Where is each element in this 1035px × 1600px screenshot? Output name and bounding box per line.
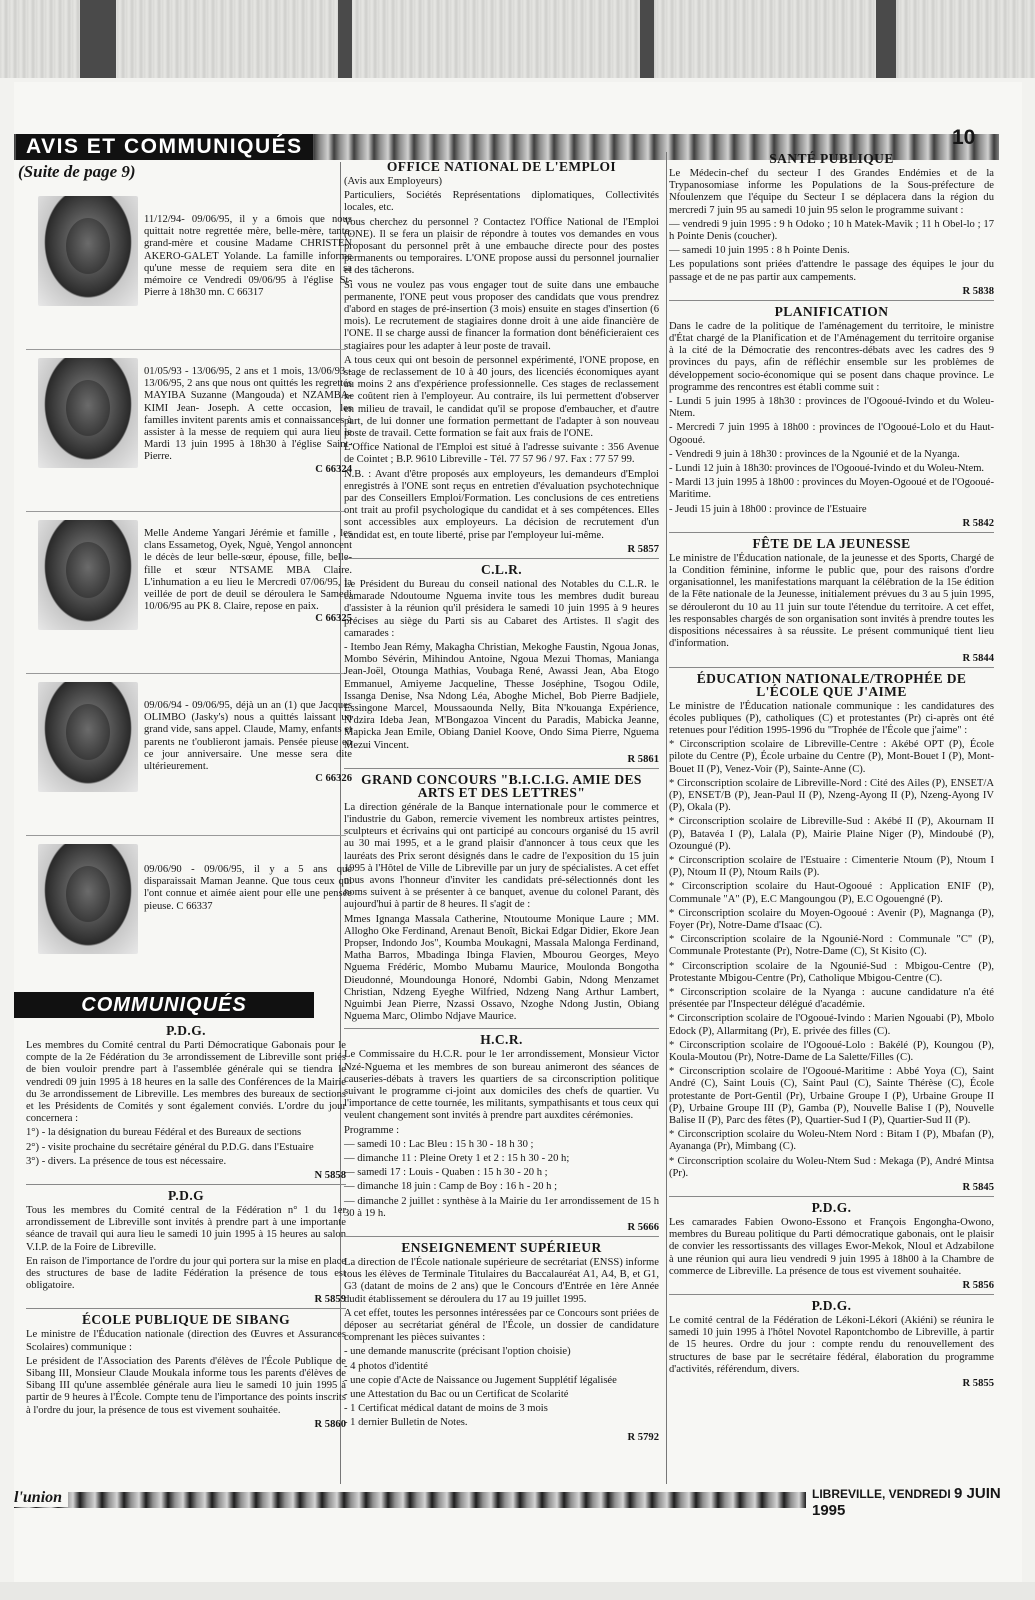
- article: [669, 1201, 994, 1295]
- scan-margin-bottom: [0, 1582, 1035, 1600]
- portrait-photo: [38, 196, 138, 306]
- page-number: 10: [952, 126, 976, 149]
- article-paragraph: - Mercredi 7 juin 1995 à 18h00 : provinces de l'Ogooué-Lolo et du Haut-Ogooué.: [669, 422, 994, 446]
- column-divider: [666, 152, 667, 1484]
- obituary-text: 01/05/93 - 13/06/95, 2 ans et 1 mois, 13/06/93 - 13/06/95, 2 ans que nous ont quittés les regrettés MAYIBA Suzanne (Mangouda) et NZAMBA-KIMI Jean- Joseph. A cette occasion, les familles invitent parents amis et connaissances à assister à la messe de requiem qui aura lieu le Mardi 13 juin 1995 à 18h30 à l'église Saint- Pierre.: [144, 366, 352, 463]
- article-paragraph: - Lundi 5 juin 1995 à 18h30 : provinces de l'Ogooué-Ivindo et du Woleu-Ntem.: [669, 396, 994, 420]
- scan-shadow: [640, 0, 654, 78]
- article-paragraph: * Circonscription scolaire de Libreville-Sud : Akébé II (P), Akournam II (P), Batavéa I (P), Lalala (P), Mairie Plaine Niger (P), Mindoubé (P), Ozoungué (P).: [669, 816, 994, 852]
- article-ref: R 5855: [962, 1378, 994, 1390]
- article-paragraph: En raison de l'importance de l'ordre du jour qui portera sur la mise en place des structures de base de ladite Fédération la présence de tous est obligatoire.: [26, 1255, 346, 1292]
- article-paragraph: Le Commissaire du H.C.R. pour le 1er arrondissement, Monsieur Victor Nzé-Nguema et les membres de son bureau animeront des séances de causeries-débats à travers les quartiers de sa circonscription politique suivant le programme ci-joint aux domiciles des chefs de quartier. Vu l'importance de cette tournée, les militants, sympathisants et tous ceux qui veulent changement sont invités à prendre part auxdites cérémonies.: [344, 1049, 659, 1122]
- article-title: ÉCOLE PUBLIQUE DE SIBANG: [81, 1312, 291, 1328]
- obituary-item: [26, 836, 352, 986]
- article-paragraph: — samedi 10 juin 1995 : 8 h Pointe Denis.: [669, 245, 850, 257]
- article: [344, 1033, 659, 1237]
- article-paragraph: * Circonscription scolaire de l'Ogooué-Ivindo : Marien Ngouabi (P), Mbolo Edock (P), Allarmitang (Pr), E. privée des filles (C).: [669, 1013, 994, 1037]
- article-paragraph: Le Président du Bureau du conseil national des Notables du C.L.R. le camarade Ndoutoume Nguema invite tous les membres dudit bureau d'assister à la réunion qu'il présidera le samedi 10 juin 1995 à 9 heures précises au siège du Parti sis au Cabaret des Artistes. Il s'agit des camarades :: [344, 578, 659, 639]
- article-ref: N 5858: [314, 1170, 346, 1182]
- article-paragraph: - Mardi 13 juin 1995 à 18h00 : provinces du Moyen-Ogooué et de l'Ogooué-Maritime.: [669, 477, 994, 501]
- article-paragraph: * Circonscription scolaire de Libreville-Centre : Akébé OPT (P), École pilote du Centre (P), École urbaine du Centre (P), Mont-Bouet I (P), Mont-Bouet II (P), Venez-Voir (P), Sainte-Anne (C).: [669, 739, 994, 775]
- article-paragraph: * Circonscription scolaire de la Ngounié-Sud : Mbigou-Centre (P), Protestante Mbigou-Centre (Pr), Catholique Mbigou-Centre (C).: [669, 960, 994, 984]
- article: [26, 1024, 346, 1185]
- article-title: FÊTE DE LA JEUNESSE: [752, 535, 911, 551]
- article: [344, 773, 659, 1030]
- obituary-ref: C 66326: [315, 773, 352, 785]
- newspaper-page: [14, 82, 1022, 1582]
- article-paragraph: L'Office National de l'Emploi est situé à l'adresse suivante : 356 Avenue de Cointet ; B.P. 9610 Libreville - Tél. 77 57 96 / 97. Fax : 77 57 99.: [344, 442, 659, 466]
- article-ref: R 5792: [627, 1431, 659, 1443]
- obituary-text: 11/12/94- 09/06/95, il y a 6mois que nous quittait notre regrettée mère, belle-mère, tante, grand-mère et cousine Madame CHRISTEN AKERO-GALET Yolande. La famille informe qu'une messe de requiem sera dite en sa mémoire ce Vendredi 09/06/95 à l'église St- Pierre à 18h30 mn. C 66317: [144, 214, 352, 299]
- article-title: GRAND CONCOURS "B.I.C.I.G. AMIE DES ARTS ET DES LETTRES": [361, 771, 642, 800]
- article-ref: R 5838: [962, 285, 994, 297]
- article-paragraph: — dimanche 18 juin : Camp de Boy : 16 h - 20 h ;: [344, 1181, 558, 1193]
- article-title: OFFICE NATIONAL DE L'EMPLOI: [386, 159, 617, 174]
- article-paragraph: * Circonscription scolaire de l'Ogooué-Lolo : Bakélé (P), Koungou (P), Koula-Moutou (Pr), Notre-Dame de La Salette/Filles (C).: [669, 1039, 994, 1063]
- article-paragraph: Le ministre de l'Éducation nationale communique : les candidatures des écoles publiques (P), catholiques (C) et protestantes (Pr) ci-après ont été retenues pour l'édition 1995-1996 du "Trophée de l'École que j'aime" :: [669, 700, 994, 736]
- scan-shadow: [876, 0, 896, 78]
- article-paragraph: - Vendredi 9 juin à 18h30 : provinces de la Ngounié et de la Nyanga.: [669, 448, 960, 460]
- obituary-ref: C 66324: [315, 463, 352, 475]
- article-title: PLANIFICATION: [774, 303, 889, 319]
- article-paragraph: * Circonscription scolaire de la Nyanga : aucune candidature n'a été présentée par l'Inspecteur délégué d'académie.: [669, 986, 994, 1011]
- obituary-item: [26, 674, 352, 836]
- article-paragraph: Le comité central de la Fédération de Lékoni-Lékori (Akiéni) se réunira le samedi 10 juin 1995 à l'hôtel Novotel Rapontchombo de Libreville, à partir de 15 heures. Ordre du jour : compte rendu du renouvellement des structures de base par le secrétaire fédéral, élaboration du programme d'activités, référendum, divers.: [669, 1315, 994, 1375]
- communiques-banner: COMMUNIQUÉS: [14, 992, 314, 1018]
- article-paragraph: * Circonscription scolaire du Haut-Ogooué : Application ENIF (P), Communale "A" (P), E.C Mangoungou (P), E.C Ogouengné (P).: [669, 881, 994, 905]
- obituary-text: 09/06/90 - 09/06/95, il y a 5 ans que disparaissait Maman Jeanne. Que tous ceux qui l'ont connue et aimée aient pour elle une pensée pieuse. C 66337: [144, 864, 352, 912]
- issue-city: LIBREVILLE, VENDREDI: [812, 1487, 951, 1501]
- column-obituaries: [26, 188, 353, 1430]
- section-title: AVIS ET COMMUNIQUÉS: [16, 134, 313, 160]
- obituary-text: Melle Andeme Yangari Jérémie et famille , les clans Essametog, Oyek, Nguè, Yengol annoncent le décès de leur belle-sœur, épouse, fille, belle-fille et sœur NTSAME MBA Claire. L'inhumation a eu lieu le Mercredi 07/06/95, la veillée de port de deuil se déroulera le Samedi 10/06/95 au PK 8. Claire, repose en paix.: [144, 528, 353, 613]
- article-title: ENSEIGNEMENT SUPÉRIEUR: [401, 1240, 602, 1256]
- article: [669, 537, 994, 668]
- article-paragraph: La direction de l'École nationale supérieure de secrétariat (ENSS) informe tous les élèves de Terminale Titulaires du Baccalauréat A1, A4, B, et G1, G3 (datant de moins de 2 ans) que le Concours d'Entrée en 1ère Année dudit établissement se déroulera du 17 au 19 juillet 1995.: [344, 1257, 659, 1305]
- article: [669, 152, 994, 301]
- article: [344, 1241, 659, 1443]
- article-ref: R 5859: [314, 1294, 346, 1306]
- article-title: P.D.G.: [166, 1023, 206, 1038]
- portrait-photo: [38, 844, 138, 954]
- article-title: H.C.R.: [480, 1032, 523, 1048]
- article-ref: R 5860: [314, 1418, 346, 1430]
- scan-margin-top: [0, 0, 1035, 78]
- article-paragraph: — dimanche 11 : Pleine Orety 1 et 2 : 15 h 30 - 20 h;: [344, 1153, 570, 1165]
- obituary-text: 09/06/94 - 09/06/95, déjà un an (1) que Jacques OLIMBO (Jasky's) nous a quittés laissant un grand vide, sans appel. Claude, Mamy, enfants et parents ne t'oublieront jamais. Pensée pieuse en ce jour anniversaire. Une messe sera dite ultérieurement.: [144, 700, 352, 773]
- column-right: [669, 148, 994, 1389]
- article-paragraph: A tous ceux qui ont besoin de personnel expérimenté, l'ONE propose, en stage de reclassement de 10 à 40 jours, des licenciés économiques ayant au moins 2 ans d'expérience professionnelle. Ces stages de reclassement ne coûtent rien à l'employeur. Au contraire, ils lui permettent d'observer en milieu de travail, le candidat qu'il se propose d'embaucher, et d'autre part, de lui donner une formation permettant de l'adapter à son nouveau poste de travail. Cette formation se fait aux frais de l'ONE.: [344, 354, 659, 440]
- obituary-item: [26, 350, 352, 512]
- article-paragraph: 1°) - la désignation du bureau Fédéral et des Bureaux de sections: [26, 1127, 302, 1139]
- article-title: P.D.G.: [811, 1298, 852, 1314]
- article-paragraph: * Circonscription scolaire de l'Estuaire : Cimenterie Ntoum (P), Ntoum I (P), Ntoum II (P), Ntoum Rails (P).: [669, 854, 994, 879]
- article-ref: R 5844: [962, 652, 994, 664]
- article-paragraph: - 1 dernier Bulletin de Notes.: [344, 1417, 468, 1429]
- article-paragraph: — samedi 10 : Lac Bleu : 15 h 30 - 18 h 30 ;: [344, 1138, 534, 1150]
- article-paragraph: — dimanche 2 juillet : synthèse à la Mairie du 1er arrondissement de 15 h 30 à 19 h.: [344, 1195, 659, 1219]
- article-paragraph: (Avis aux Employeurs): [344, 176, 443, 187]
- article-paragraph: - Itembo Jean Rémy, Makagha Christian, Mekoghe Faustin, Ngoua Jonas, Mombo Sévérin, Mihindou Antoine, Ngoua Mezui Thomas, Manianga Jean-Joël, Otounga Mathias, Voubaga René, Awassi Jean, Aba Etogo Emmanuel, Amiyeme Jacqueline, Thesse Joséphine, Tsogou Odile, Issanga Denise, Nsa Ndong Léa, Aboghe Michel, Bob Pierre Badjiele, Essingone Marcel, Moussaounda Nelly, Bita N'kouanga Expérience, N'dzira Ideba Jean, M'Bongazoa Vincent du Paradis, Mabicka Jeanne, Mapicka Jean Emile, Obiang Daniel Koove, Ondo Sima Pierre, Nguema Mezui Vincent.: [344, 641, 659, 751]
- article-ref: R 5857: [627, 543, 659, 555]
- article-paragraph: N.B. : Avant d'être proposés aux employeurs, les demandeurs d'Emploi enregistrés à l'ONE sont reçus en entretien d'évaluation psychotechnique par des Conseillers Emploi/Formation. Les conclusions de ces entretiens ont trait au profil psychologique du candidat et à ses compétences. Elles sont accessibles aux employeurs. La décision de recrutement d'un candidat est, en toute liberté, prise par l'employeur lui-même.: [344, 468, 659, 541]
- article-paragraph: Le président de l'Association des Parents d'élèves de l'École Publique de Sibang III, Monsieur Claude Moukala informe tous les parents d'élèves de Sibang III qu'une assemblée générale aura lieu le samedi 10 juin 1995 à partir de 9 heures à l'École. Compte tenu de l'importance des points inscrits à l'ordre du jour, la présence de tous est vivement souhaitée.: [26, 1355, 346, 1416]
- article-title: ÉDUCATION NATIONALE/TROPHÉE DE L'ÉCOLE QUE J'AIME: [696, 670, 967, 699]
- article: [669, 305, 994, 533]
- article-paragraph: Dans le cadre de la politique de l'aménagement du territoire, le ministre d'État chargé de la Planification et de l'Aménagement du territoire organise à la cité de la Démocratie des rencontres-débats avec les cadres des 9 provinces du pays, afin de réfléchir ensemble sur les problèmes de développement socio-économique qui se posent dans chaque province. Le programme des rencontres est établi comme suit :: [669, 320, 994, 393]
- article-paragraph: * Circonscription scolaire du Woleu-Ntem Sud : Mekaga (P), André Mintsa (Pr).: [669, 1155, 994, 1179]
- article-paragraph: A cet effet, toutes les personnes intéressées par ce Concours sont priées de déposer au secrétariat général de l'École, un dossier de candidature comprenant les pièces suivantes :: [344, 1307, 659, 1344]
- newspaper-logo: l'union: [14, 1489, 68, 1507]
- scan-shadow: [338, 0, 352, 78]
- article-ref: R 5845: [962, 1182, 994, 1194]
- article-title: C.L.R.: [480, 561, 523, 577]
- article-ref: R 5856: [962, 1280, 994, 1292]
- article-paragraph: * Circonscription scolaire du Woleu-Ntem Nord : Bitam I (P), Mbafan (P), Ayananga (Pr), Mimbang (C).: [669, 1129, 994, 1153]
- article-paragraph: - Lundi 12 juin à 18h30: provinces de l'Ogooué-Ivindo et du Woleu-Ntem.: [669, 463, 985, 475]
- obituary-body: [144, 366, 352, 476]
- obituary-body: [144, 700, 352, 785]
- article-ref: R 5666: [627, 1222, 659, 1234]
- article-paragraph: Si vous ne voulez pas vous engager tout de suite dans une embauche permanente, l'ONE peut vous proposer des candidats que vous prendrez d'abord en stages de pré-insertion (3 mois) ensuite en stages d'insertion (6 mois). Le recrutement de stagiaires donne droit à une aide financière de l'ONE. Il se charge aussi de financer la formation dont bénéficieraient ces stagiaires pour les adapter à leur poste de travail.: [344, 279, 659, 352]
- article-paragraph: 3°) - divers. La présence de tous est nécessaire.: [26, 1155, 227, 1167]
- portrait-photo: [38, 682, 138, 792]
- column-middle: [344, 156, 659, 1443]
- article-title: SANTÉ PUBLIQUE: [769, 151, 894, 166]
- article-title: P.D.G.: [811, 1200, 852, 1216]
- article-paragraph: - une demande manuscrite (précisant l'option choisie): [344, 1346, 571, 1358]
- article: [669, 1299, 994, 1389]
- obituary-ref: C 66325: [315, 613, 352, 625]
- article-paragraph: - 4 photos d'identité: [344, 1360, 428, 1372]
- article-paragraph: * Circonscription scolaire de l'Ogooué-Maritime : Abbé Yoya (C), Saint André (C), Saint Louis (C), Saint Paul (C), Sainte Thérèse (C), École protestante de Port-Gentil (Pr), Urbaine Groupe I (P), Urbaine Groupe II (P), Urbaine Groupe III (P), Gamba (P), Nouvelle Balise I (P), Nouvelle Balise II (P), Parc des fêtes (P), Quartier-Sud I (P), Quartier-Sud II (P).: [669, 1066, 994, 1126]
- article-paragraph: Particuliers, Sociétés Représentations diplomatiques, Collectivités locales, etc.: [344, 190, 659, 214]
- article: [344, 563, 659, 769]
- article-title: P.D.G: [167, 1188, 204, 1204]
- article: [26, 1313, 346, 1429]
- issue-day: 9 JUIN 1995: [812, 1485, 1001, 1519]
- obituary-item: [26, 512, 353, 674]
- article-paragraph: - une Attestation du Bac ou un Certificat de Scolarité: [344, 1389, 569, 1401]
- article-paragraph: * Circonscription scolaire de la Ngounié-Nord : Communale "C" (P), Communale Protestante (Pr), Notre-Dame (C), St Kisito (C).: [669, 934, 994, 958]
- issue-date: [806, 1485, 1022, 1519]
- article-paragraph: 2°) - visite prochaine du secrétaire général du P.D.G. dans l'Estuaire: [26, 1141, 314, 1153]
- continued-label: (Suite de page 9): [18, 162, 136, 181]
- article-paragraph: Les membres du Comité central du Parti Démocratique Gabonais pour le compte de la 2e Fédération du 3e arrondissement de Libreville sont priés de bien vouloir prendre part à l'assemblée générale qui se tiendra le vendredi 09 juin 1995 à 18 heures en la salle des Conférences de la Mairie du 3e arrondissement de Libreville. Les membres des bureaux de sections et les Présidents de Comités y sont également conviés. L'ordre du jour concernera :: [26, 1040, 346, 1125]
- obituary-body: [144, 528, 352, 626]
- portrait-photo: [38, 520, 138, 630]
- article: [669, 672, 994, 1198]
- article-paragraph: - Jeudi 15 juin à 18h00 : province de l'Estuaire: [669, 503, 867, 515]
- article-ref: R 5861: [627, 753, 659, 765]
- article-paragraph: - une copie d'Acte de Naissance ou Jugement Supplétif légalisée: [344, 1374, 617, 1386]
- obituary-item: [26, 188, 352, 350]
- article-paragraph: Le ministre de l'Éducation nationale, de la jeunesse et des Sports, Chargé de la Condition féminine, informe le public que, pour des raisons d'ordre organisationnel, les manifestations marquant la célébration de la 15e édition de la Fête nationale de la Jeunesse, initialement prévues du 3 au 5 juin 1995, se dérouleront du 10 au 11 juin sur toute l'étendue du territoire. A cet effet, les responsables chargés de son organisation sont invités à prendre toutes les dispositions nécessaires à sa réussite. Le présent communiqué tient lieu d'information.: [669, 552, 994, 650]
- article-paragraph: Programme :: [344, 1124, 400, 1136]
- article-paragraph: Les populations sont priées d'attendre le passage des équipes le jour du passage et de ne pas partir aux campements.: [669, 259, 994, 283]
- article-paragraph: Le ministre de l'Éducation nationale (direction des Œuvres et Assurances Scolaires) communique :: [26, 1329, 346, 1353]
- portrait-photo: [38, 358, 138, 468]
- article-paragraph: — samedi 17 : Louis - Quaben : 15 h 30 - 20 h ;: [344, 1167, 548, 1179]
- article-paragraph: Les camarades Fabien Owono-Essono et François Engongha-Owono, membres du Bureau politique du Parti démocratique gabonais, ont le plaisir de convier les ressortissants des villages Ewor-Mekok, Nloul et Adzabilone à une réunion qui aura lieu vendredi 9 juin 1995 à 18h00 à la Chambre de commerce de Libreville. La présence de tous est vivement souhaitée.: [669, 1217, 994, 1277]
- article-paragraph: * Circonscription scolaire du Moyen-Ogooué : Avenir (P), Magnanga (P), Foyer (Pr), Notre-Dame d'Isaac (C).: [669, 907, 994, 931]
- article-paragraph: Tous les membres du Comité central de la Fédération n° 1 du 1er arrondissement de Libreville sont invités à prendre part à une importante séance de travail qui aura lieu le samedi 10 juin 1995 à 15 heures au salon V.I.P. de la Foire de Libreville.: [26, 1205, 346, 1253]
- article: [26, 1189, 346, 1309]
- article-paragraph: Le Médecin-chef du secteur I des Grandes Endémies et de la Trypanosomiase informe les Populations de la Sous-préfecture de Nfoulenzem que l'équipe du Secteur I se déplacera dans la région du mercredi 7 juin 95 au samedi 10 juin 95 selon le programme suivant :: [669, 168, 994, 216]
- article: [344, 160, 659, 559]
- article-paragraph: * Circonscription scolaire de Libreville-Nord : Cité des Ailes (P), ENSET/A (P), ENSET/B (P), Jean-Paul II (P), Nzeng-Ayong II (P), Nzeng-Ayong IV (P), Okala (P).: [669, 777, 994, 814]
- article-paragraph: La direction générale de la Banque internationale pour le commerce et l'industrie du Gabon, remercie vivement les nombreux artistes peintres, sculpteurs et écrivains qui ont participé au concours organisé du 15 avril au 30 mai 1995, et a le grand plaisir d'annoncer à tous ceux que les lauréats des Prix seront désignés dans le cadre de l'exposition du 15 juin 1995 à l'Hôtel de Ville de Libreville par un jury de spécialistes. A cet effet nous avons l'honneur d'inviter les candidats pré-sélectionnés dont les noms suivent à se présenter à ce banquet, avenue du colonel Parant, dès aujourd'hui à partir de 8 heures. Il s'agit de :: [344, 801, 659, 911]
- article-paragraph: - 1 Certificat médical datant de moins de 3 mois: [344, 1403, 548, 1415]
- article-paragraph: — vendredi 9 juin 1995 : 9 h Odoko ; 10 h Matek-Mavik ; 11 h Obel-lo ; 17 h Pointe Denis (coucher).: [669, 218, 994, 243]
- scan-shadow: [80, 0, 116, 78]
- article-paragraph: Mmes Ignanga Massala Catherine, Ntoutoume Monique Laure ; MM. Allogho Oke Ferdinand, Arenaut Benoît, Bickai Edgar Didier, Ekore Jean Propser, Indondo Jos", Koumba Moukagni, Massala Malonga Ferdinand, Matha Barros, Mbadinga Ibinga Flavien, Mbourou Georges, Meyo Nguema Frédéric, Mombo Mubamu Maurice, Moulonda Bongotha Dieudonné, Moundounga Honoré, Ndombi Gabin, Ndong Menzamet Christian, Ndzeng Eyeghe Wilfried, Ndzeng Nang Arthur Lambert, Nguimbi Jean Pierre, Nzassi Ossavo, Nzoghe Ndong Justin, Obiang Nguema Marc, Olimbo Ndjave Maurice.: [344, 913, 659, 1023]
- article-ref: R 5842: [962, 517, 994, 529]
- article-paragraph: Vous cherchez du personnel ? Contactez l'Office National de l'Emploi (ONE). Il se fera un plaisir de répondre à toutes vos demandes en vous proposant du personnel prêt à une embauche directe pour des postes permanents ou temporaires. L'ONE propose aussi du personnel journalier et des tâcherons.: [344, 216, 659, 277]
